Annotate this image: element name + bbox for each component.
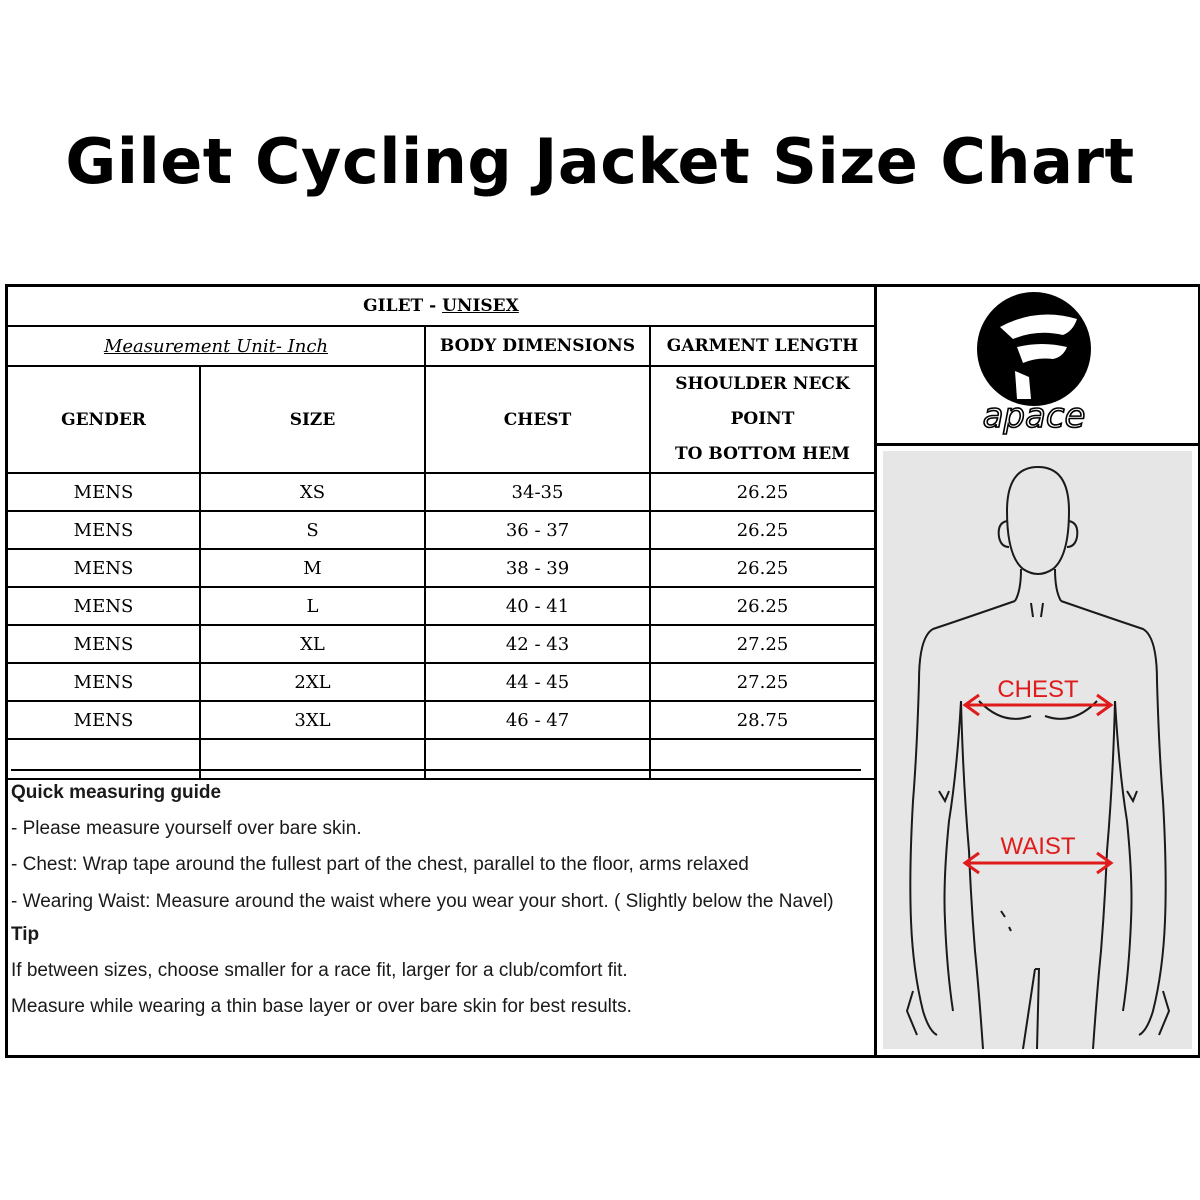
waist-label: WAIST: [1000, 833, 1076, 860]
table-heading: GILET - UNISEX: [8, 287, 874, 326]
table-row: [8, 511, 874, 549]
garment-length-header: GARMENT LENGTH: [650, 326, 874, 366]
size-cell: 3XL: [200, 701, 425, 739]
chest-cell: 38 - 39: [425, 549, 650, 587]
length-cell: 26.25: [650, 587, 874, 625]
column-header-row: [8, 366, 874, 473]
body-dimensions-header: BODY DIMENSIONS: [425, 326, 650, 366]
apace-logo-icon: [877, 287, 1198, 443]
gender-cell: MENS: [8, 625, 200, 663]
table-row: [8, 549, 874, 587]
size-chart-frame: [5, 284, 1200, 1058]
length-cell: 26.25: [650, 549, 874, 587]
side-panel: [877, 287, 1198, 1055]
size-cell: 2XL: [200, 663, 425, 701]
table-row: [8, 587, 874, 625]
page-title: Gilet Cycling Jacket Size Chart: [65, 125, 1135, 198]
chest-cell: 34-35: [425, 473, 650, 511]
brand-name: apace: [982, 396, 1086, 436]
brand-logo: [877, 287, 1198, 446]
unisex-label: UNISEX: [442, 296, 519, 316]
length-cell: 28.75: [650, 701, 874, 739]
gender-header: GENDER: [8, 366, 200, 473]
size-cell: S: [200, 511, 425, 549]
length-cell: 27.25: [650, 625, 874, 663]
table-row: [8, 473, 874, 511]
size-cell: L: [200, 587, 425, 625]
chest-cell: 36 - 37: [425, 511, 650, 549]
measurement-unit-label: Measurement Unit- Inch: [8, 326, 425, 366]
gender-cell: MENS: [8, 701, 200, 739]
measurement-figure: [883, 451, 1192, 1049]
gender-cell: MENS: [8, 473, 200, 511]
table-row: [8, 663, 874, 701]
chest-cell: 46 - 47: [425, 701, 650, 739]
chest-cell: 40 - 41: [425, 587, 650, 625]
guide-line: - Please measure yourself over bare skin.: [11, 818, 362, 839]
table-row: [8, 701, 874, 739]
body-outline-icon: [883, 451, 1192, 1049]
size-header: SIZE: [200, 366, 425, 473]
length-cell: 27.25: [650, 663, 874, 701]
guide-line: - Chest: Wrap tape around the fullest part of the chest, parallel to the floor, arms relaxed: [11, 854, 749, 875]
size-cell: M: [200, 549, 425, 587]
table-heading-row: [8, 287, 874, 326]
gender-cell: MENS: [8, 663, 200, 701]
length-header: SHOULDER NECK POINT TO BOTTOM HEM: [650, 366, 874, 473]
size-cell: XS: [200, 473, 425, 511]
table-row: [8, 625, 874, 663]
tip-heading: Tip: [11, 924, 40, 945]
size-cell: XL: [200, 625, 425, 663]
gender-cell: MENS: [8, 587, 200, 625]
guide-line: - Wearing Waist: Measure around the waist where you wear your short. ( Slightly below the Navel): [11, 891, 834, 912]
chest-header: CHEST: [425, 366, 650, 473]
length-cell: 26.25: [650, 473, 874, 511]
size-table: [8, 287, 874, 780]
tip-line: If between sizes, choose smaller for a race fit, larger for a club/comfort fit.: [11, 960, 628, 981]
gender-cell: MENS: [8, 549, 200, 587]
length-cell: 26.25: [650, 511, 874, 549]
chest-label: CHEST: [997, 676, 1079, 703]
chest-cell: 42 - 43: [425, 625, 650, 663]
tip-line: Measure while wearing a thin base layer or over bare skin for best results.: [11, 996, 632, 1017]
gender-cell: MENS: [8, 511, 200, 549]
measuring-guide: [11, 769, 861, 1025]
group-header-row: [8, 326, 874, 366]
chest-cell: 44 - 45: [425, 663, 650, 701]
size-chart-panel: [8, 287, 877, 1055]
guide-heading: Quick measuring guide: [11, 782, 222, 803]
